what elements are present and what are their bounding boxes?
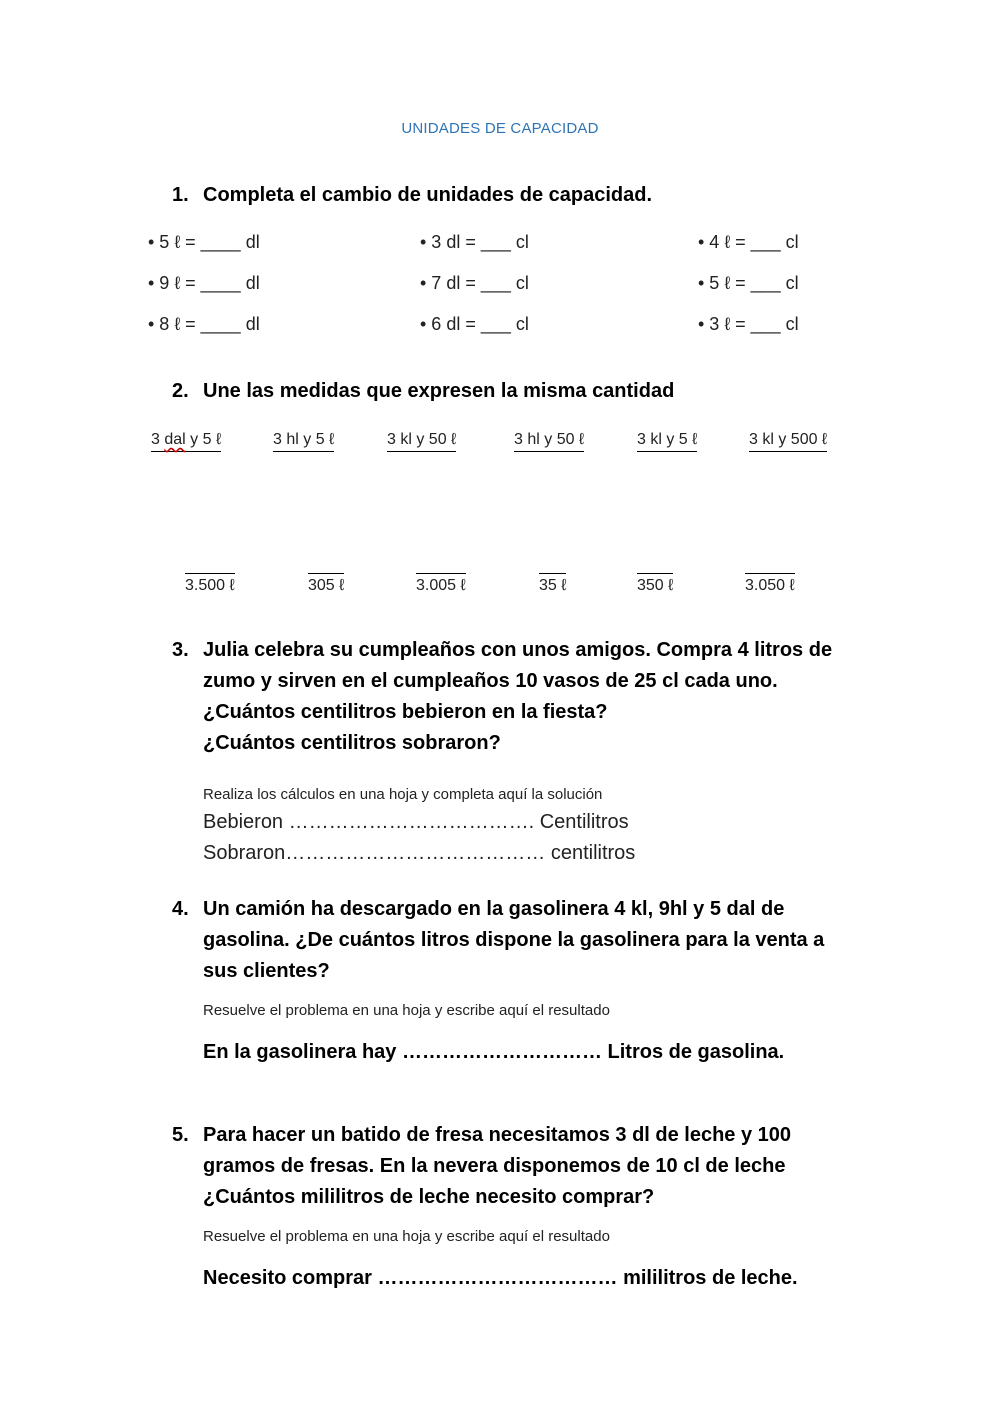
q2-number: 2. bbox=[172, 380, 189, 402]
q1-conv-2-3: • 6 dl = ___ cl bbox=[420, 314, 529, 334]
q3-answer-drank[interactable]: Bebieron ………………………………. Centilitros bbox=[203, 811, 629, 833]
q1-conv-3-3: • 3 ℓ = ___ cl bbox=[698, 314, 799, 334]
q1-number: 1. bbox=[172, 184, 189, 206]
q3-line-1: Julia celebra su cumpleaños con unos amigos. Compra 4 litros de bbox=[203, 639, 833, 661]
q5-answer[interactable]: Necesito comprar ……………………………… mililitros de leche. bbox=[203, 1267, 798, 1289]
q5-instruction: Resuelve el problema en una hoja y escribe aquí el resultado bbox=[203, 1228, 610, 1245]
q1-conv-2-1: • 3 dl = ___ cl bbox=[420, 232, 529, 252]
match-bottom-3[interactable]: 3.005 ℓ bbox=[416, 573, 466, 595]
q4-line-1: Un camión ha descargado en la gasolinera 4 kl, 9hl y 5 dal de bbox=[203, 898, 785, 920]
q1-conv-3-1: • 4 ℓ = ___ cl bbox=[698, 232, 799, 252]
match-top-1-prefix: 3 bbox=[151, 431, 165, 448]
match-top-1-unit: dal bbox=[164, 431, 186, 448]
q1-conv-1-1: • 5 ℓ = ____ dl bbox=[148, 232, 260, 252]
q1-conv-2-2: • 7 dl = ___ cl bbox=[420, 273, 529, 293]
q1-conv-3-2: • 5 ℓ = ___ cl bbox=[698, 273, 799, 293]
page-title: UNIDADES DE CAPACIDAD bbox=[401, 120, 599, 137]
q3-answer-left[interactable]: Sobraron………………………………… centilitros bbox=[203, 842, 636, 864]
q2-text: Une las medidas que expresen la misma cantidad bbox=[203, 380, 675, 402]
match-top-4[interactable]: 3 hl y 50 ℓ bbox=[514, 431, 584, 452]
q1-text: Completa el cambio de unidades de capacidad. bbox=[203, 184, 653, 206]
q3-line-2: zumo y sirven en el cumpleaños 10 vasos de 25 cl cada uno. bbox=[203, 670, 778, 692]
match-top-2[interactable]: 3 hl y 5 ℓ bbox=[273, 431, 334, 452]
match-top-1[interactable] bbox=[151, 431, 221, 452]
q4-number: 4. bbox=[172, 898, 189, 920]
q5-line-3: ¿Cuántos mililitros de leche necesito comprar? bbox=[203, 1186, 655, 1208]
q5-line-1: Para hacer un batido de fresa necesitamos 3 dl de leche y 100 bbox=[203, 1124, 792, 1146]
q1-conv-1-3: • 8 ℓ = ____ dl bbox=[148, 314, 260, 334]
q3-line-4: ¿Cuántos centilitros sobraron? bbox=[203, 732, 501, 754]
match-top-1-suffix: y 5 ℓ bbox=[185, 431, 222, 448]
match-bottom-6[interactable]: 3.050 ℓ bbox=[745, 573, 795, 595]
match-bottom-5[interactable]: 350 ℓ bbox=[637, 573, 673, 595]
q4-instruction: Resuelve el problema en una hoja y escribe aquí el resultado bbox=[203, 1002, 610, 1019]
q4-answer[interactable]: En la gasolinera hay ………………………… Litros de gasolina. bbox=[203, 1041, 785, 1063]
q4-line-2: gasolina. ¿De cuántos litros dispone la gasolinera para la venta a bbox=[203, 929, 825, 951]
q3-instruction: Realiza los cálculos en una hoja y completa aquí la solución bbox=[203, 786, 603, 803]
match-top-5[interactable]: 3 kl y 5 ℓ bbox=[637, 431, 697, 452]
match-top-3[interactable]: 3 kl y 50 ℓ bbox=[387, 431, 456, 452]
q1-conv-1-2: • 9 ℓ = ____ dl bbox=[148, 273, 260, 293]
q5-line-2: gramos de fresas. En la nevera disponemos de 10 cl de leche bbox=[203, 1155, 786, 1177]
q4-line-3: sus clientes? bbox=[203, 960, 330, 982]
match-bottom-4[interactable]: 35 ℓ bbox=[539, 573, 566, 595]
match-bottom-2[interactable]: 305 ℓ bbox=[308, 573, 344, 595]
match-top-6[interactable]: 3 kl y 500 ℓ bbox=[749, 431, 827, 452]
match-bottom-1[interactable]: 3.500 ℓ bbox=[185, 573, 235, 595]
q3-number: 3. bbox=[172, 639, 189, 661]
q5-number: 5. bbox=[172, 1124, 189, 1146]
q3-line-3: ¿Cuántos centilitros bebieron en la fiesta? bbox=[203, 701, 608, 723]
